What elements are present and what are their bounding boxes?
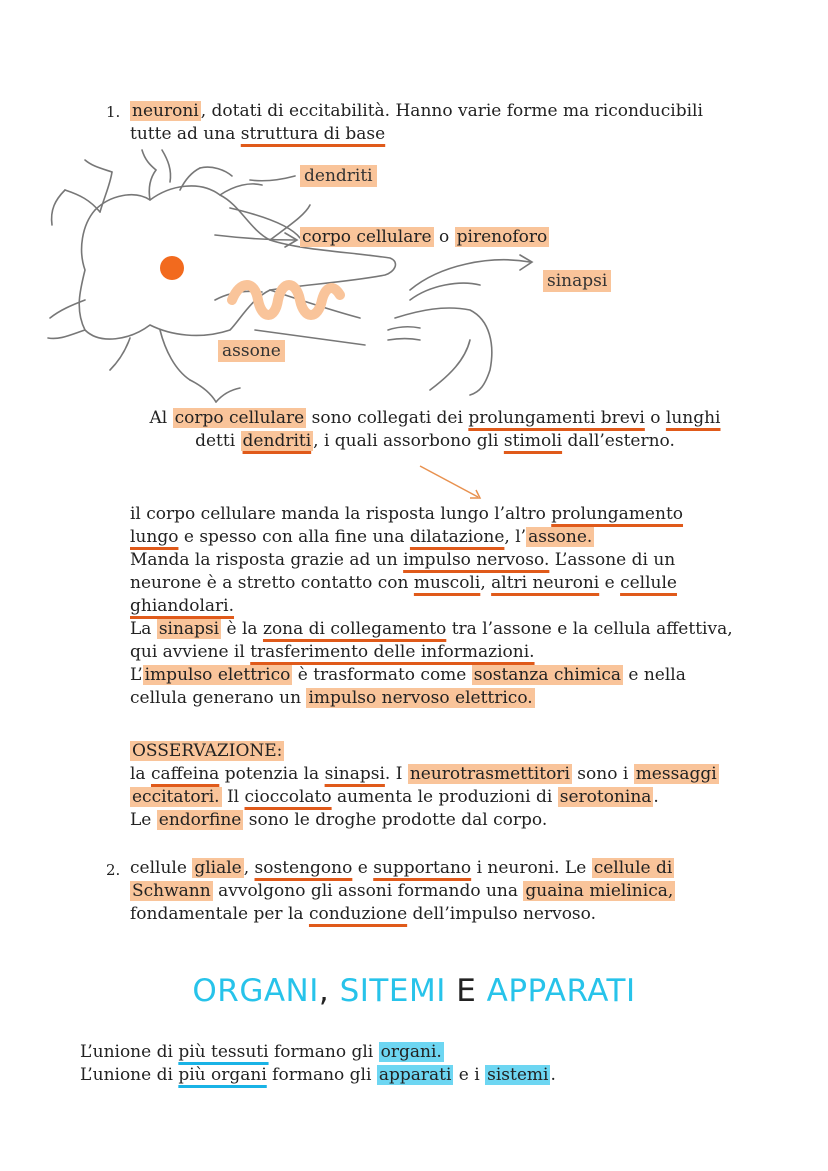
term-sistemi: sistemi <box>487 1065 549 1085</box>
term-impulso-nervoso-elettrico: impulso nervoso elettrico. <box>308 688 533 708</box>
label-sinapsi: sinapsi <box>543 270 611 292</box>
label-corpo-line <box>300 226 549 249</box>
term-piu-tessuti: più tessuti <box>178 1042 269 1062</box>
term-sostanza-chimica: sostanza chimica <box>473 665 621 685</box>
term-supportano: supportano <box>373 858 472 878</box>
term-muscoli: muscoli <box>413 573 481 593</box>
term-prolungamento: prolungamento <box>551 504 684 524</box>
p1-b1: detti <box>195 431 241 451</box>
i2-n1b: , <box>243 858 255 878</box>
term-gliale: gliale <box>194 858 242 878</box>
f2c: e i <box>453 1065 486 1085</box>
item-number-1: 1. <box>106 103 121 121</box>
term-zona-collegamento: zona di collegamento <box>262 619 447 639</box>
obs-m1c: . I <box>384 764 408 784</box>
paragraph-assone <box>130 503 780 710</box>
term-struttura: struttura di base <box>240 124 386 144</box>
term-neurotrasmettitori: neurotrasmettitori <box>409 764 570 784</box>
title-sep1: , <box>318 973 340 1009</box>
p1-a3: o <box>644 408 666 428</box>
label-assone: assone <box>218 340 285 362</box>
term-conduzione: conduzione <box>308 904 408 924</box>
p2-l6c: tra l’assone e la cellula affettiva, <box>446 619 733 639</box>
label-corpo: corpo cellulare <box>302 227 432 247</box>
term-serotonina: serotonina <box>559 787 652 807</box>
p1-b3: dall’esterno. <box>562 431 675 451</box>
title-organi: ORGANI <box>192 973 319 1009</box>
label-pirenoforo: pirenoforo <box>456 227 548 247</box>
term-lunghi: lunghi <box>665 408 721 428</box>
label-dendriti: dendriti <box>300 165 377 187</box>
p2-l9a: cellula generano un <box>130 688 307 708</box>
observation-block <box>130 740 780 832</box>
term-schwann: Schwann <box>132 881 211 901</box>
p2-l3b: L’assone di un <box>549 550 676 570</box>
term-cioccolato: cioccolato <box>244 787 332 807</box>
item1-line1: , dotati di eccitabilità. Hanno varie forme ma riconducibili <box>200 101 703 121</box>
obs-m3a: Le <box>130 810 157 830</box>
i2-n1c: e <box>352 858 374 878</box>
p2-l8a: L’ <box>130 665 143 685</box>
f1a: L’unione di <box>80 1042 179 1062</box>
obs-m1b: potenzia la <box>219 764 325 784</box>
f1b: formano gli <box>268 1042 379 1062</box>
term-lungo: lungo <box>130 527 179 547</box>
p1-a1: Al <box>149 408 173 428</box>
obs-m2b: aumenta le produzioni di <box>331 787 558 807</box>
item1-text <box>130 100 770 146</box>
term-sostengono: sostengono <box>254 858 353 878</box>
term-assone: assone. <box>528 527 593 547</box>
term-messaggi: messaggi <box>635 764 717 784</box>
obs-m1a: la <box>130 764 151 784</box>
p2-l7a: qui avviene il <box>130 642 251 662</box>
term-prolungamenti-brevi: prolungamenti brevi <box>468 408 645 428</box>
label-o: o <box>433 227 455 247</box>
title-apparati: APPARATI <box>486 973 636 1009</box>
obs-m1d: sono i <box>571 764 634 784</box>
i2-n3a: fondamentale per la <box>130 904 309 924</box>
i2-n1a: cellule <box>130 858 193 878</box>
term-cellule-di: cellule di <box>593 858 673 878</box>
p2-l8b: è trasformato come <box>292 665 472 685</box>
f2a: L’unione di <box>80 1065 179 1085</box>
term-sinapsi: sinapsi <box>158 619 220 639</box>
p2-l4b: , <box>480 573 492 593</box>
term-ghiandolari: ghiandolari. <box>130 596 235 616</box>
obs-m2c: . <box>653 787 659 807</box>
term-dendriti: dendriti <box>242 431 312 451</box>
p2-l2a: e spesso con alla fine una <box>178 527 410 547</box>
i2-n3b: dell’impulso nervoso. <box>407 904 596 924</box>
p1-a2: sono collegati dei <box>306 408 469 428</box>
item2-text <box>130 857 780 926</box>
p2-l4c: e <box>599 573 621 593</box>
p2-l6a: La <box>130 619 157 639</box>
item1-line2: tutte ad una <box>130 124 241 144</box>
term-stimoli: stimoli <box>503 431 563 451</box>
term-corpo-cellulare: corpo cellulare <box>174 408 305 428</box>
term-organi: organi. <box>380 1042 442 1062</box>
term-apparati: apparati <box>378 1065 452 1085</box>
term-cellule: cellule <box>620 573 677 593</box>
term-impulso-elettrico: impulso elettrico <box>144 665 291 685</box>
term-sinapsi-2: sinapsi <box>324 764 385 784</box>
title-sistemi: SITEMI <box>339 973 446 1009</box>
term-altri-neuroni: altri neuroni <box>491 573 600 593</box>
f2d: . <box>550 1065 556 1085</box>
i2-n2a: avvolgono gli assoni formando una <box>212 881 524 901</box>
term-eccitatori: eccitatori. <box>132 787 220 807</box>
term-impulso-nervoso: impulso nervoso. <box>403 550 550 570</box>
paragraph-dendriti <box>110 407 760 453</box>
term-caffeina: caffeina <box>150 764 220 784</box>
obs-m3b: sono le droghe prodotte dal corpo. <box>243 810 548 830</box>
p2-l3a: Manda la risposta grazie ad un <box>130 550 404 570</box>
term-dilatazione: dilatazione <box>409 527 505 547</box>
term-guaina-mielinica: guaina mielinica, <box>525 881 674 901</box>
section-title <box>0 973 828 1009</box>
final-lines <box>80 1041 760 1087</box>
item-number-2: 2. <box>106 861 121 879</box>
title-sep2: E <box>445 973 487 1009</box>
p2-l1a: il corpo cellulare manda la risposta lungo l’altro <box>130 504 552 524</box>
term-trasferimento: trasferimento delle informazioni. <box>250 642 535 662</box>
term-neuroni: neuroni <box>132 101 199 121</box>
p1-b2: , i quali assorbono gli <box>313 431 504 451</box>
term-endorfine: endorfine <box>158 810 242 830</box>
p2-l8c: e nella <box>622 665 686 685</box>
term-piu-organi: più organi <box>178 1065 267 1085</box>
observation-heading: OSSERVAZIONE: <box>132 741 283 761</box>
i2-n1d: i neuroni. Le <box>471 858 592 878</box>
p2-l4a: neurone è a stretto contatto con <box>130 573 414 593</box>
p2-l6b: è la <box>221 619 263 639</box>
obs-m2a: Il <box>221 787 245 807</box>
f2b: formano gli <box>266 1065 377 1085</box>
p2-l2b: , l’ <box>504 527 527 547</box>
